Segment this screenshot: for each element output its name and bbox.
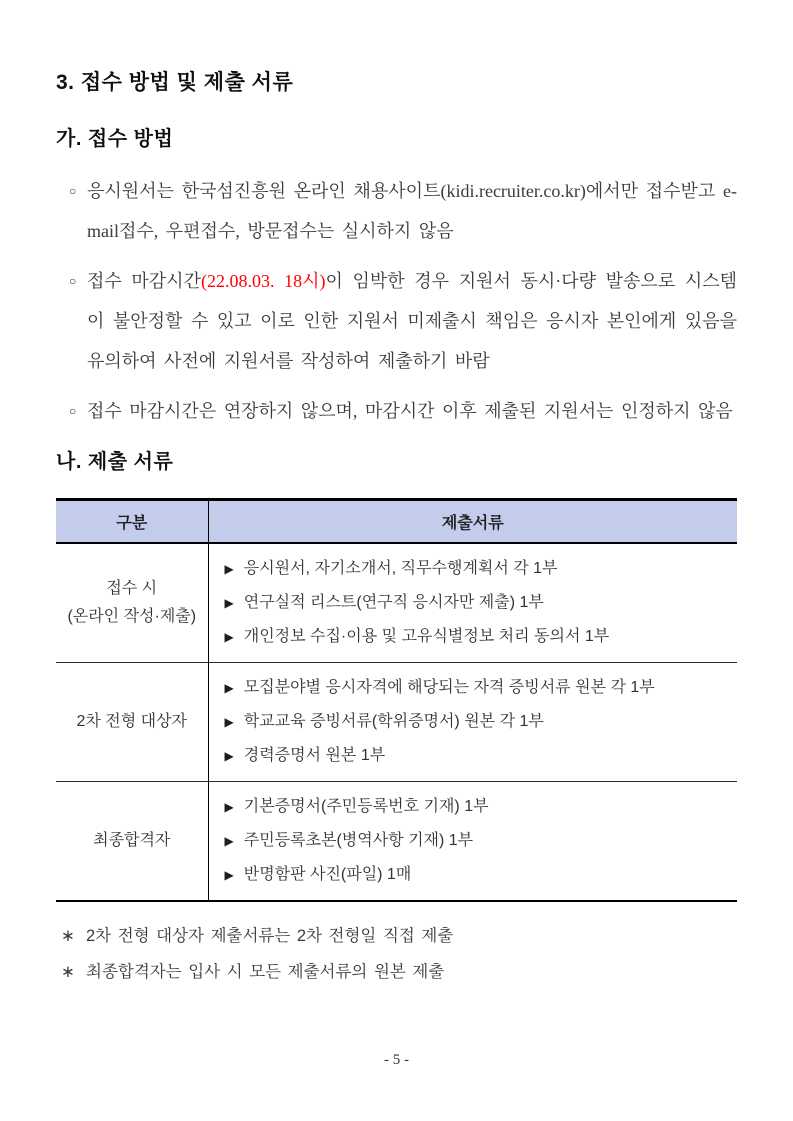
- deadline-highlight: (22.08.03. 18시): [200, 271, 326, 291]
- document-item-text: 주민등록초본(병역사항 기재) 1부: [243, 832, 474, 849]
- table-header-row: [56, 500, 737, 544]
- row-category: 접수 시 (온라인 작성·제출): [56, 543, 208, 663]
- triangle-bullet-icon: ▶: [224, 630, 234, 644]
- bullet-text: 접수 마감시간은 연장하지 않으며, 마감시간 이후 제출된 지원서는 인정하지 않음: [87, 401, 733, 421]
- document-item-text: 반명함판 사진(파일) 1매: [243, 866, 412, 883]
- document-item: [225, 739, 732, 773]
- row-category: 최종합격자: [56, 782, 208, 902]
- document-item-text: 기본증명서(주민등록번호 기재) 1부: [243, 798, 489, 815]
- document-item: [225, 790, 732, 824]
- header-documents: 제출서류: [208, 500, 737, 544]
- table-row: [56, 663, 737, 782]
- document-item: [225, 671, 732, 705]
- table-row: [56, 782, 737, 902]
- bullet-item: [56, 171, 737, 251]
- bullet-text: 응시원서는 한국섬진흥원 온라인 채용사이트(kidi.recruiter.co.kr)에서만 접수받고 e-mail접수, 우편접수, 방문접수는 실시하지 않음: [87, 181, 737, 241]
- triangle-bullet-icon: ▶: [224, 715, 234, 729]
- triangle-bullet-icon: ▶: [224, 800, 234, 814]
- row-items: [208, 543, 737, 663]
- footnote-text: 2차 전형 대상자 제출서류는 2차 전형일 직접 제출: [86, 927, 454, 945]
- row-items: [208, 663, 737, 782]
- section-title: 3. 접수 방법 및 제출 서류: [56, 71, 294, 94]
- subsection-a-title: 가. 접수 방법: [56, 128, 174, 150]
- page-number: - 5 -: [384, 1052, 409, 1068]
- subsection-b-title: 나. 제출 서류: [56, 451, 174, 473]
- bullet-text-before: 접수 마감시간: [87, 271, 201, 291]
- document-item-text: 모집분야별 응시자격에 해당되는 자격 증빙서류 원본 각 1부: [243, 679, 655, 696]
- circle-bullet-icon: ○: [69, 274, 77, 288]
- document-item: [225, 824, 732, 858]
- bullet-item: [56, 261, 737, 381]
- asterisk-icon: ∗: [61, 927, 75, 945]
- circle-bullet-icon: ○: [69, 184, 77, 198]
- footnote-text: 최종합격자는 입사 시 모든 제출서류의 원본 제출: [86, 963, 445, 981]
- triangle-bullet-icon: ▶: [224, 681, 234, 695]
- document-item-text: 연구실적 리스트(연구직 응시자만 제출) 1부: [243, 594, 544, 611]
- document-item: [225, 552, 732, 586]
- document-item-text: 경력증명서 원본 1부: [243, 747, 386, 764]
- submission-documents-table: [56, 498, 737, 902]
- footnote: [56, 918, 737, 954]
- triangle-bullet-icon: ▶: [224, 749, 234, 763]
- document-item: [225, 858, 732, 892]
- bullet-item: [56, 391, 737, 431]
- document-item-text: 학교교육 증빙서류(학위증명서) 원본 각 1부: [243, 713, 544, 730]
- circle-bullet-icon: ○: [69, 404, 77, 418]
- footnotes: [56, 918, 737, 990]
- triangle-bullet-icon: ▶: [224, 562, 234, 576]
- asterisk-icon: ∗: [61, 963, 75, 981]
- bullet-text-after: 이 임박한 경우 지원서 동시·다량 발송으로 시스템이 불안정할 수 있고 이로 인한 지원서 미제출시 책임은 응시자 본인에게 있음을 유의하여 사전에 지원서를 작성하여 제출하기 바람: [87, 271, 737, 371]
- table-row: [56, 543, 737, 663]
- document-item: [225, 620, 732, 654]
- document-item: [225, 586, 732, 620]
- triangle-bullet-icon: ▶: [224, 868, 234, 882]
- header-category: 구분: [56, 500, 208, 544]
- row-items: [208, 782, 737, 902]
- document-item-text: 개인정보 수집·이용 및 고유식별정보 처리 동의서 1부: [243, 628, 610, 645]
- footnote: [56, 954, 737, 990]
- document-item: [225, 705, 732, 739]
- bullet-text: [87, 261, 737, 381]
- document-item-text: 응시원서, 자기소개서, 직무수행계획서 각 1부: [243, 560, 558, 577]
- row-category: 2차 전형 대상자: [56, 663, 208, 782]
- triangle-bullet-icon: ▶: [224, 596, 234, 610]
- triangle-bullet-icon: ▶: [224, 834, 234, 848]
